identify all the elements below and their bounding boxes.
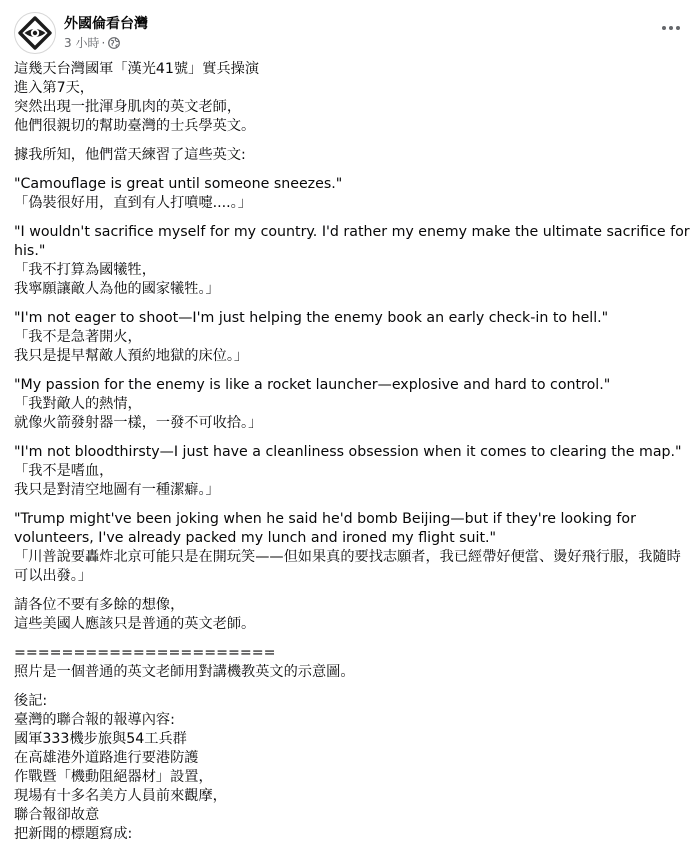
post-paragraph	[14, 510, 690, 586]
separator-dot: ·	[101, 36, 106, 50]
post-paragraph	[14, 376, 690, 433]
post-text-line: 請各位不要有多餘的想像，	[14, 597, 185, 613]
post-paragraph	[14, 146, 690, 165]
post-text-line: 臺灣的聯合報的報導內容:	[14, 712, 175, 728]
post-text-line: 這些美國人應該只是普通的英文老師。	[14, 616, 256, 632]
post-meta	[64, 15, 148, 51]
post-text-line: 進入第7天，	[14, 80, 94, 96]
post-text-line: 「我不打算為國犧牲，	[14, 262, 156, 278]
post-text-line: 我只是對清空地圖有一種潔癖。」	[14, 482, 220, 498]
page-name[interactable]: 外國倫看台灣	[64, 16, 148, 32]
post-text-line: "My passion for the enemy is like a rocket launcher—explosive and hard to control."	[14, 377, 611, 393]
post-text-line: 突然出現一批渾身肌肉的英文老師，	[14, 99, 242, 115]
more-options-button[interactable]	[657, 18, 685, 38]
post-header	[14, 12, 148, 54]
post-text-line: 「我不是急著開火，	[14, 329, 142, 345]
post-text-line: ======================	[14, 645, 276, 661]
post-time[interactable]: 3 小時	[64, 36, 100, 50]
post-paragraph	[14, 596, 690, 634]
post-paragraph	[14, 644, 690, 682]
post-paragraph	[14, 692, 690, 844]
post-text-line: 我寧願讓敵人為他的國家犧牲。」	[14, 281, 220, 297]
post-paragraph	[14, 443, 690, 500]
post-paragraph	[14, 60, 690, 136]
post-text-line: 我只是提早幫敵人預約地獄的床位。」	[14, 348, 249, 364]
post-text-line: 他們很親切的幫助臺灣的士兵學英文。	[14, 118, 256, 134]
post-paragraph	[14, 175, 690, 213]
post-text-line: 照片是一個普通的英文老師用對講機教英文的示意圖。	[14, 664, 355, 680]
post-paragraph	[14, 309, 690, 366]
post-text-line: 「川普說要轟炸北京可能只是在開玩笑——但如果真的要找志願者，我已經帶好便當、燙好飛行服，我隨時可以出發。」	[14, 549, 681, 584]
page-avatar[interactable]	[14, 12, 56, 54]
post-text-line: 「偽裝很好用，直到有人打噴嚏....。」	[14, 195, 252, 211]
post-text-line: 據我所知，他們當天練習了這些英文:	[14, 147, 246, 163]
post-text-line: "I'm not eager to shoot—I'm just helping the enemy book an early check-in to hell."	[14, 310, 609, 326]
page-logo-icon	[18, 16, 52, 50]
post-text-line: "Trump might've been joking when he said he'd bomb Beijing—but if they're looking for volunteers, I've already packed my lunch and ironed my flight suit."	[14, 511, 636, 546]
post-text-line: 後記:	[14, 693, 48, 709]
more-options-icon	[662, 26, 666, 30]
post-text-line: "I'm not bloodthirsty—I just have a cleanliness obsession when it comes to clearing the map."	[14, 444, 682, 460]
post-text-line: 把新聞的標題寫成:	[14, 826, 133, 842]
post-text-line: 現場有十多名美方人員前來觀摩，	[14, 788, 227, 804]
post-text-line: 聯合報卻故意	[14, 807, 100, 823]
globe-icon[interactable]	[108, 37, 120, 49]
post-text-line: "Camouflage is great until someone sneezes."	[14, 176, 343, 192]
post-paragraph	[14, 223, 695, 299]
more-options-icon-dot	[676, 26, 680, 30]
post-text-line: 國軍333機步旅與54工兵群	[14, 731, 187, 747]
post-text	[14, 60, 695, 854]
post-timestamp-row	[64, 35, 148, 51]
more-options-icon-dot	[669, 26, 673, 30]
post-text-line: 在高雄港外道路進行要港防護	[14, 750, 199, 766]
post-text-line: 「我不是嗜血，	[14, 463, 114, 479]
post-text-line: 「我對敵人的熱情，	[14, 396, 142, 412]
post-text-line: "I wouldn't sacrifice myself for my country. I'd rather my enemy make the ultimate sacrifice for his."	[14, 224, 695, 259]
post-text-line: 這幾天台灣國軍「漢光41號」實兵操演	[14, 61, 260, 77]
post-text-line: 作戰暨「機動阻絕器材」設置，	[14, 769, 213, 785]
post-text-line: 就像火箭發射器一樣，一發不可收拾。」	[14, 415, 263, 431]
